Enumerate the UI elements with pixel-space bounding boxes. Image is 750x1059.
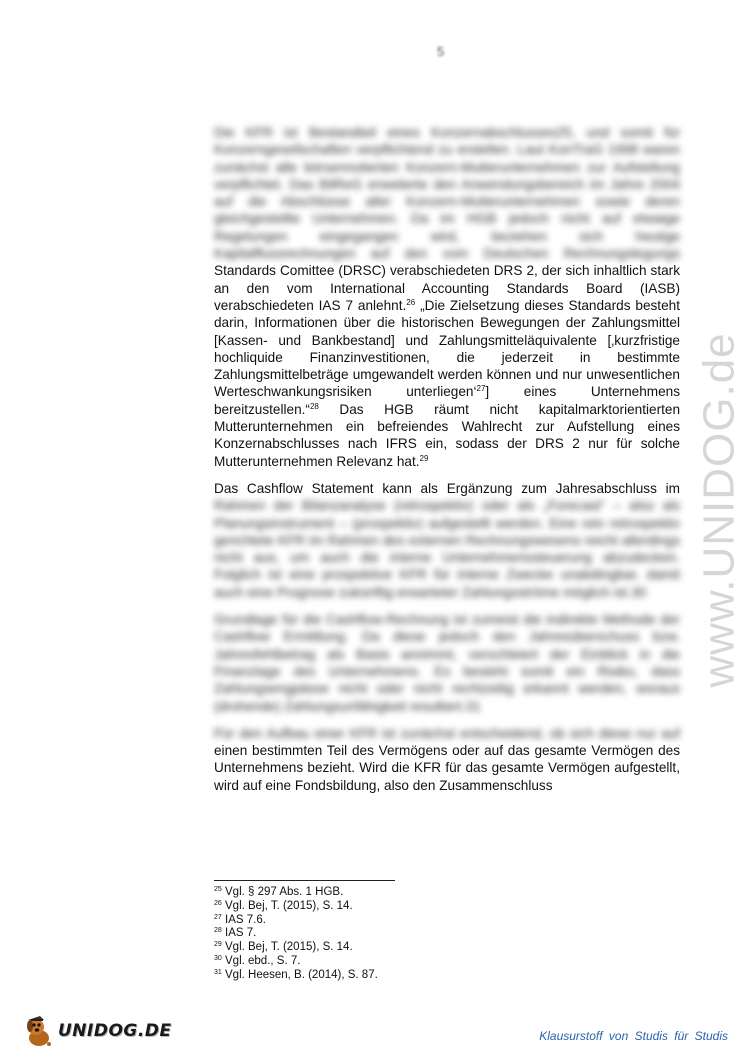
body-text xyxy=(214,124,680,794)
footnote-separator xyxy=(214,880,395,881)
dog-mascot-icon xyxy=(22,1014,56,1048)
footnote-ref-29: 29 xyxy=(419,453,429,463)
paragraph-1-end-text: Das HGB räumt nicht kapitalmarktorientierten Mutterunternehmen ein befreiendes Wahlrecht zur Aufstellung eines Konzernabschlusses nach IFRS ein, sodass der DRS 2 nur für solche Mutterunternehmen Relevanz hat. xyxy=(214,401,680,469)
watermark-text: www.UNIDOG.de xyxy=(695,332,745,688)
blurred-text: Rahmen der Bilanzanalyse (retrospektiv) oder als „Forecast“ – also als Planungsinstrument – (prospektiv) aufgestellt werden. Eine rein retrospektiv gerichtete KFR im Rahmen des externen Rechnungswesens reicht allerdings nicht aus, um auch die interne Unternehmenssteuerung abzudecken. Folglich ist eine prospektive KFR für interne Zwecke unabdingbar, damit auch eine Prognose zukünftig erwarteter Zahlungsströme möglich ist.30 xyxy=(214,498,680,600)
footnote: $^{27}$ IAS 7.6. xyxy=(214,913,266,926)
quote-end-text: ] eines Unternehmens bereitzustellen.“ xyxy=(214,384,680,417)
paragraph-1-text: Standards Comittee (DRSC) verabschiedeten DRS 2, der sich inhaltlich stark an den vom International Accounting Standards Board (IASB) verabschiedeten IAS 7 anlehnt. xyxy=(214,263,680,313)
blurred-text: Die KFR ist Bestandteil eines Konzernabschlusses25, und somit für Konzerngesellschaften verpflichtend zu erstellen. Laut KonTraG 1998 waren zunächst alle börsennotierten Konzern-Mutterunternehmen zur Aufstellung verpflichtet. Das BilReG erweiterte den Anwendungsbereich im Jahre 2004 auf die Abschlüsse aller Konzern-Mutterunternehmen sowie deren gleichgestellte Unternehmen. Da im HGB jedoch nicht auf etwaige Regelungen eingegangen wird, beziehen sich heutige Kapitalflussrechnungen auf den vom Deutschen Rechnungslegungs xyxy=(214,125,680,262)
footnote: $^{30}$ Vgl. ebd., S. 7. xyxy=(214,954,301,967)
footnote-ref-27: 27 xyxy=(476,384,486,394)
watermark xyxy=(690,280,750,740)
paragraph-4 xyxy=(214,725,680,794)
paragraph-3-blurred: Grundlage für die Cashflow-Rechnung ist zumeist die indirekte Methode der Cashflow Ermittlung. Da diese jedoch den Jahresüberschuss bzw. Jahresfehlbetrag als Basis annimmt, verschleiert der Einblick in die Finanzlage des Unternehmens. Es besteht somit ein Risiko, dass Zahlungsengpässe nicht oder nicht rechtzeitig erkannt werden, woraus (drohende) Zahlungsunfähigkeit resultiert.31 xyxy=(214,612,680,714)
footnote-ref-26: 26 xyxy=(406,297,416,307)
logo-text: UNIDOG.DE xyxy=(58,1021,172,1041)
footnote: $^{25}$ Vgl. § 297 Abs. 1 HGB. xyxy=(214,886,344,898)
quote-text: „Die Zielsetzung dieses Standards besteht darin, Informationen über die historischen Bewegungen der Zahlungsmittel [Kassen- und Bankbestand] und Zahlungsmitteläquivalente [‚kurzfristige hochliquide Finanzinvestitionen, die jederzeit in bestimmte Zahlungsmittelbeträge umgewandelt werden können und nur unwesentlichen Werteschwankungsrisiken unterliegen‘ xyxy=(214,297,680,400)
tagline: Klausurstoff von Studis für Studis xyxy=(539,1029,728,1043)
paragraph-1 xyxy=(214,124,680,470)
paragraph-2-text: Das Cashflow Statement kann als Ergänzung zum Jahresabschluss im xyxy=(214,480,680,496)
unidog-logo[interactable] xyxy=(22,1014,172,1048)
blurred-text: Für den Aufbau einer KFR ist zunächst entscheidend, ob sich diese nur auf xyxy=(214,725,680,741)
paragraph-2 xyxy=(214,480,680,601)
footnote: $^{28}$ IAS 7. xyxy=(214,927,257,940)
footnote: $^{26}$ Vgl. Bej, T. (2015), S. 14. xyxy=(214,899,353,912)
footnote-ref-28: 28 xyxy=(309,401,319,411)
footnotes xyxy=(214,886,378,983)
footnote: $^{29}$ Vgl. Bej, T. (2015), S. 14. xyxy=(214,941,353,954)
page-number: 5 xyxy=(437,44,445,59)
paragraph-4-text: einen bestimmten Teil des Vermögens oder auf das gesamte Vermögen des Unternehmens bezieht. Wird die KFR für das gesamte Vermögen aufgestellt, wird auf eine Fondsbildung, also den Zusammenschluss xyxy=(214,743,680,793)
footnote: $^{31}$ Vgl. Heesen, B. (2014), S. 87. xyxy=(214,968,378,981)
